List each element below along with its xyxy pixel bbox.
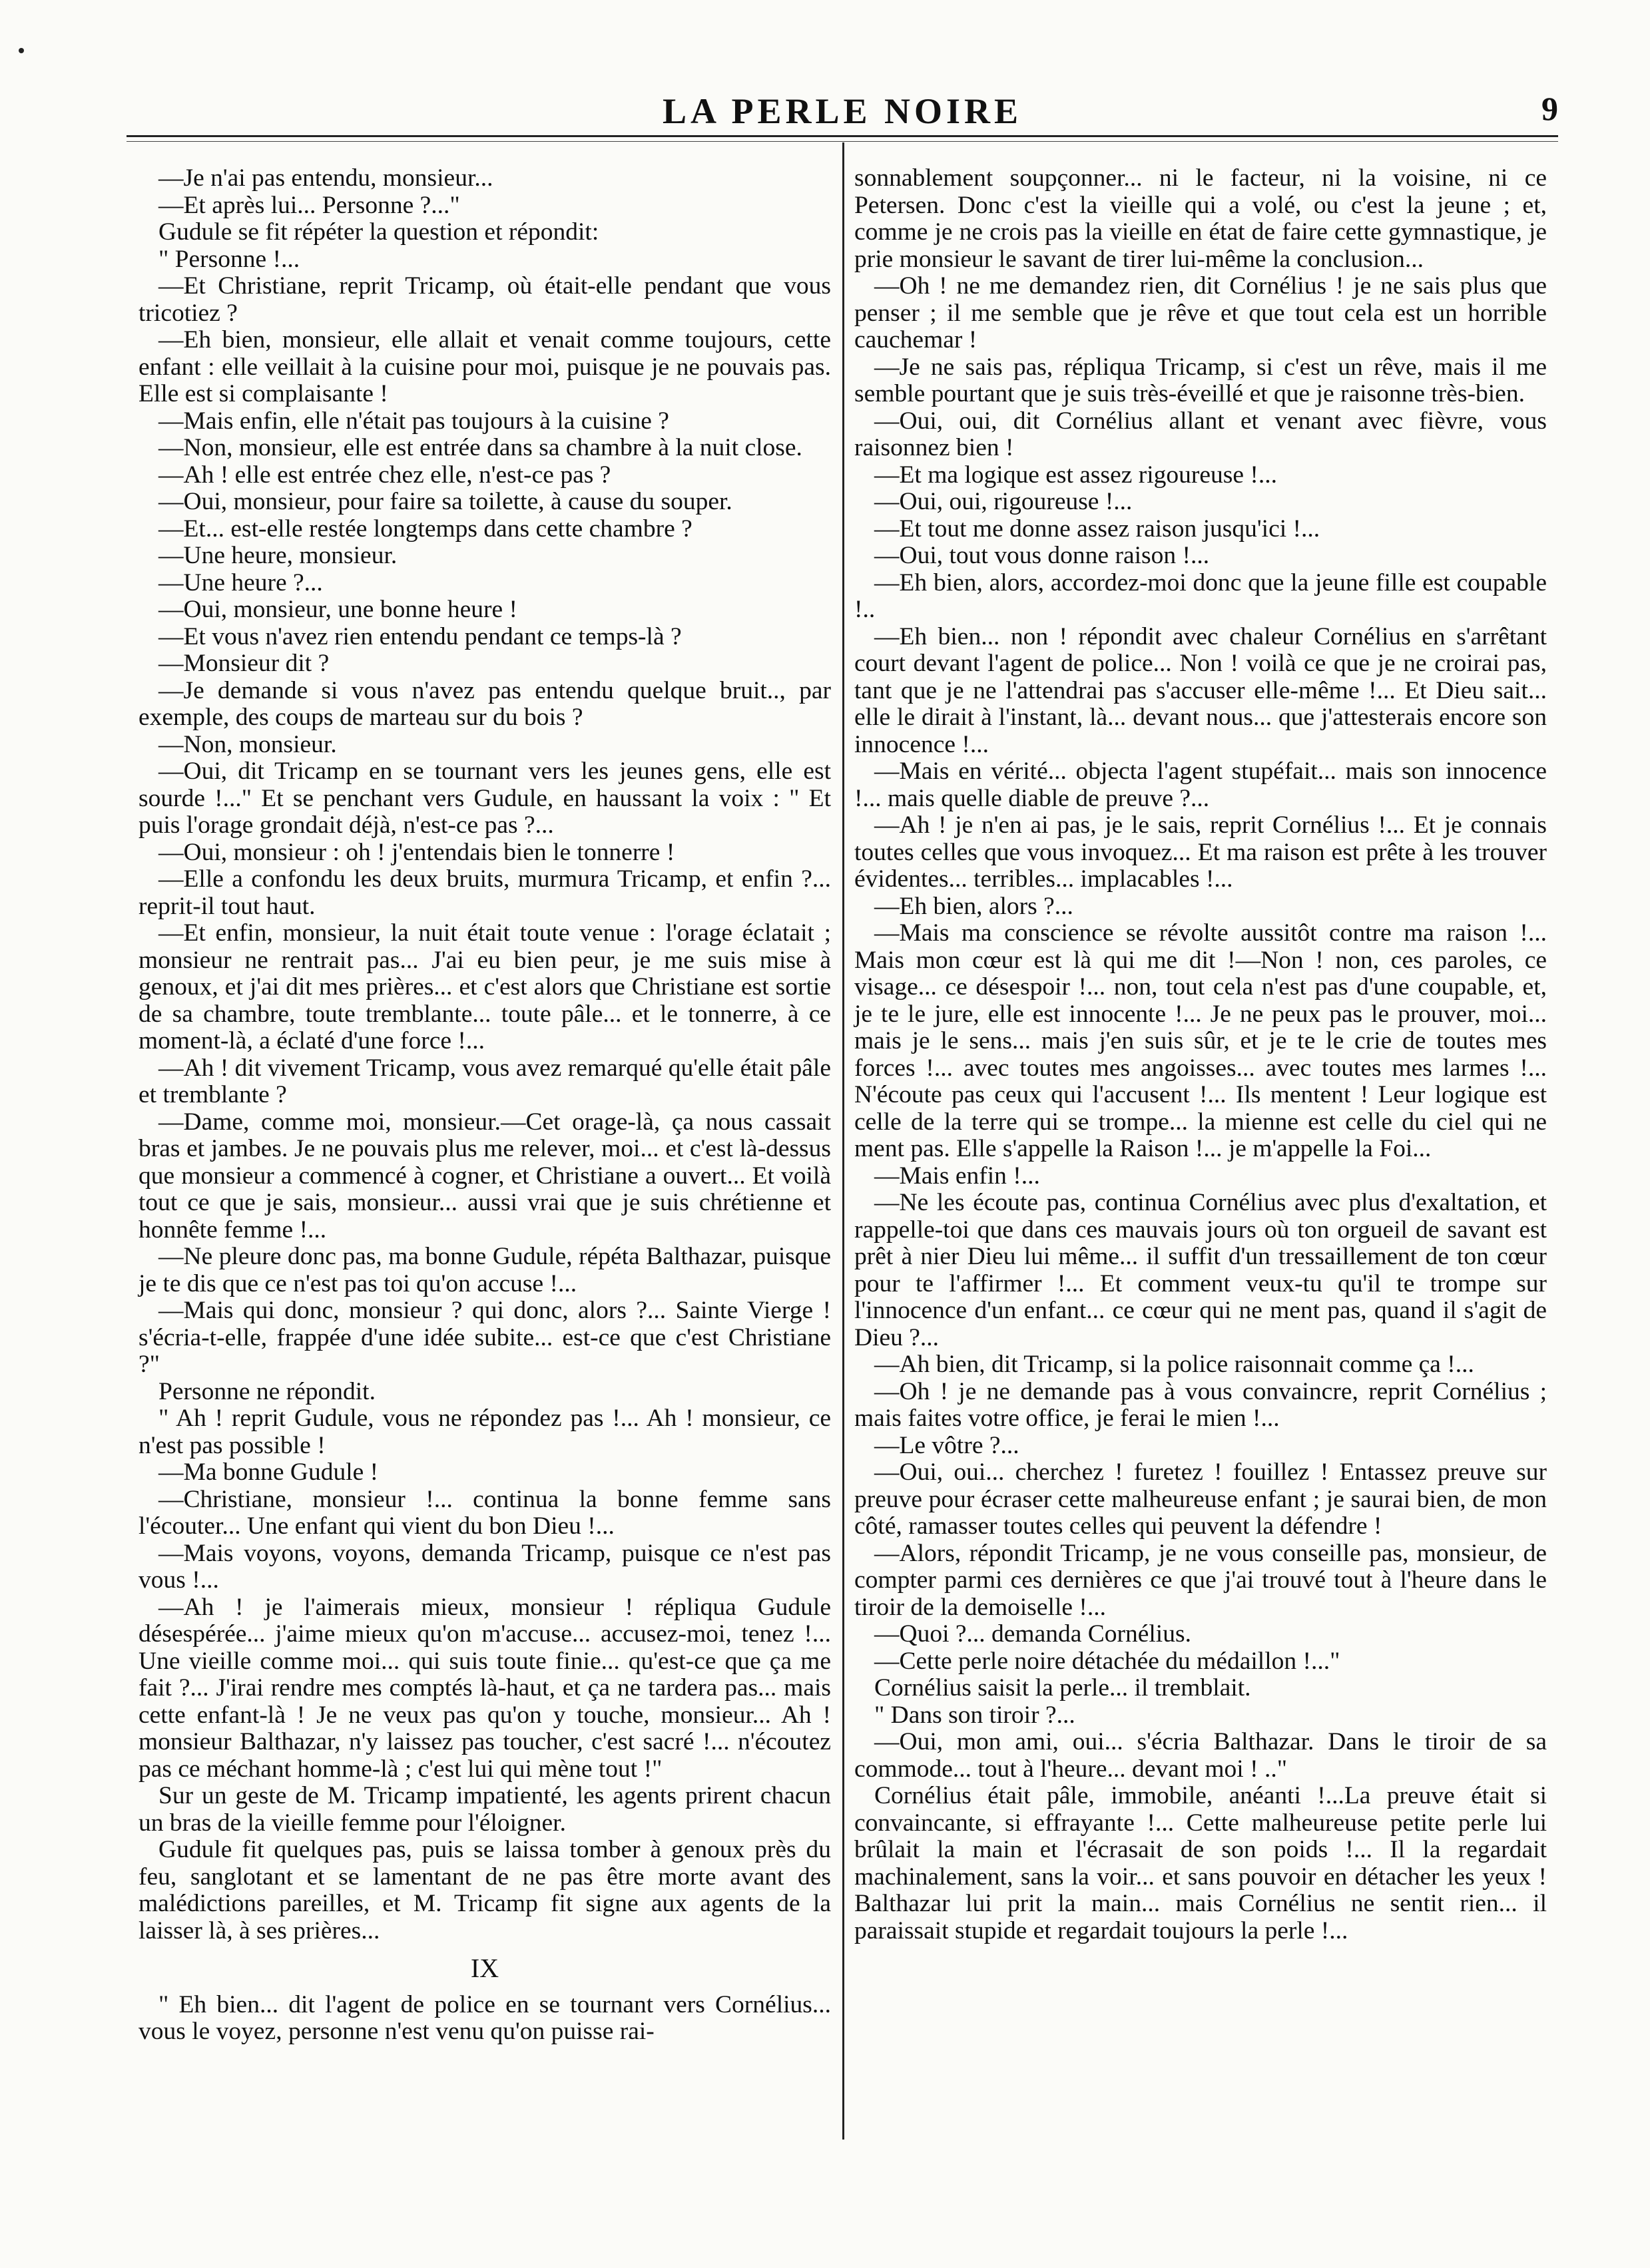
paragraph: Gudule fit quelques pas, puis se laissa tomber à genoux près du feu, sanglotant et se lamentant de ne pas être morte avant des malédictions pareilles, et M. Tricamp fit signe aux agents de la laisser là, à ses prières... (138, 1836, 831, 1944)
paragraph: —Une heure, monsieur. (158, 542, 398, 569)
paragraph: —Oui, monsieur : oh ! j'entendais bien le tonnerre ! (158, 838, 675, 866)
paragraph: —Oui, mon ami, oui... s'écria Balthazar. Dans le tiroir de sa commode... tout à l'heure... devant moi ! .." (854, 1728, 1547, 1783)
paragraph: —Oui, monsieur, pour faire sa toilette, à cause du souper. (158, 488, 732, 515)
running-title: LA PERLE NOIRE (662, 91, 1023, 131)
paragraph: —Ah ! je l'aimerais mieux, monsieur ! répliqua Gudule désespérée... j'aime mieux qu'on m'accuse... accusez-moi, tenez !... Une vieille comme moi... qui suis toute finie... qu'est-ce que ça me fait ?... J'irai rendre mes comptés là-haut, et ça ne tardera pas... mais cette enfant-là ! Je ne veux pas qu'on y touche, monsieur... Ah ! monsieur Balthazar, n'y laissez pas toucher, c'est sacré !... n'écoutez pas ce méchant homme-là ; c'est lui qui mène tout !" (138, 1593, 831, 1783)
paragraph: —Dame, comme moi, monsieur.—Cet orage-là, ça nous cassait bras et jambes. Je ne pouvais plus me relever, moi... et c'est là-dessus que monsieur a commencé à cogner, et Christiane a ouvert... Et voilà tout ce que je sais, monsieur... aussi vrai que je suis chrétienne et honnête femme !... (138, 1108, 831, 1244)
paragraph: —Ah bien, dit Tricamp, si la police raisonnait comme ça !... (874, 1351, 1474, 1378)
paragraph: Cornélius saisit la perle... il tremblait. (874, 1674, 1251, 1701)
paragraph: —Je demande si vous n'avez pas entendu quelque bruit.., par exemple, des coups de marteau sur du bois ? (138, 676, 831, 731)
paragraph: —Eh bien... non ! répondit avec chaleur Cornélius en s'arrêtant court devant l'agent de police... Non ! voilà ce que je ne croirai pas, tant que je ne l'attendrai pas s'accuser elle-même !... Et Dieu sait... elle le dirait à l'instant, là... devant nous... que j'attesterais encore son innocence !... (854, 622, 1547, 758)
paragraph: Sur un geste de M. Tricamp impatienté, les agents prirent chacun un bras de la vieille femme pour l'éloigner. (138, 1782, 831, 1837)
paragraph: —Oh ! je ne demande pas à vous convaincre, reprit Cornélius ; mais faites votre office, je ferai le mien !... (854, 1377, 1547, 1432)
paragraph: —Et après lui... Personne ?..." (158, 191, 460, 219)
header-rule (127, 135, 1558, 137)
print-speck (19, 48, 24, 53)
left-column (138, 165, 831, 2046)
paragraph: —Non, monsieur, elle est entrée dans sa chambre à la nuit close. (158, 434, 802, 461)
paragraph: —Ma bonne Gudule ! (158, 1459, 379, 1486)
paragraph: —Mais en vérité... objecta l'agent stupéfait... mais son innocence !... mais quelle diable de preuve ?... (854, 758, 1547, 812)
paragraph: —Cette perle noire détachée du médaillon !..." (874, 1647, 1340, 1675)
paragraph: —Elle a confondu les deux bruits, murmura Tricamp, et enfin ?... reprit-il tout haut. (138, 865, 831, 920)
paragraph: —Ah ! elle est entrée chez elle, n'est-ce pas ? (158, 461, 611, 489)
paragraph: —Mais ma conscience se révolte aussitôt contre ma raison !... Mais mon cœur est là qui me dit !—Non ! non, ces paroles, ce visage... ce désespoir !... non, tout cela n'est pas d'une coupable, et, je te le jure, elle est innocente !... Je ne peux pas le prouver, moi... mais je le sens... mais j'en suis sûr, et je te le crie de toutes mes forces !... avec toutes mes angoisses... avec toutes mes larmes !... N'écoute pas ceux qui l'accusent !... Ils mentent ! Leur logique est celle de la terre qui se trompe... la mienne est celle du ciel qui ne ment pas. Elle s'appelle la Raison !... je m'appelle la Foi... (854, 919, 1547, 1162)
paragraph: —Et enfin, monsieur, la nuit était toute venue : l'orage éclatait ; monsieur ne rentrait pas... J'ai eu bien peur, je me suis mise à genoux, et j'ai dit mes prières... et c'est alors que Christiane est sortie de sa chambre, toute tremblante... toute pâle... et le tonnerre, à ce moment-là, a éclaté d'une force !... (138, 919, 831, 1054)
paragraph: " Personne !... (158, 245, 300, 273)
paragraph: —Mais enfin !... (874, 1162, 1040, 1190)
page-header (127, 85, 1558, 132)
page-number: 9 (1541, 90, 1558, 127)
paragraph: —Mais enfin, elle n'était pas toujours à la cuisine ? (158, 407, 669, 435)
paragraph: —Alors, répondit Tricamp, je ne vous conseille pas, monsieur, de compter parmi ces dernières ce que j'ai trouvé tout à l'heure dans le tiroir de la demoiselle !... (854, 1539, 1547, 1621)
paragraph: —Ah ! dit vivement Tricamp, vous avez remarqué qu'elle était pâle et tremblante ? (138, 1054, 831, 1108)
paragraph: Gudule se fit répéter la question et répondit: (158, 218, 599, 246)
paragraph: —Oh ! ne me demandez rien, dit Cornélius ! je ne sais plus que penser ; il me semble que je rêve et que tout cela est un horrible cauchemar ! (854, 272, 1547, 353)
paragraph: Personne ne répondit. (158, 1377, 376, 1405)
paragraph: —Et... est-elle restée longtemps dans cette chambre ? (158, 515, 692, 543)
paragraph: —Eh bien, alors, accordez-moi donc que la jeune fille est coupable !.. (854, 568, 1547, 623)
paragraph: —Mais qui donc, monsieur ? qui donc, alors ?... Sainte Vierge ! s'écria-t-elle, frappée d'une idée subite... est-ce que c'est Christiane ?" (138, 1297, 831, 1378)
paragraph: —Oui, dit Tricamp en se tournant vers les jeunes gens, elle est sourde !..." Et se penchant vers Gudule, en haussant la voix : " Et puis l'orage grondait déjà, n'est-ce pas ?... (138, 758, 831, 839)
paragraph: —Ne pleure donc pas, ma bonne Gudule, répéta Balthazar, puisque je te dis que ce n'est pas toi qu'on accuse !... (138, 1243, 831, 1297)
section-heading: IX (470, 1953, 499, 1983)
header-rule-thin (127, 141, 1558, 142)
paragraph: —Oui, oui... cherchez ! furetez ! fouillez ! Entassez preuve sur preuve pour écraser cette malheureuse enfant ; je saurai bien, de mon côté, ramasser toutes celles qui peuvent la défendre ! (854, 1459, 1547, 1540)
paragraph: —Christiane, monsieur !... continua la bonne femme sans l'écouter... Une enfant qui vient du bon Dieu !... (138, 1485, 831, 1540)
paragraph: —Eh bien, monsieur, elle allait et venait comme toujours, cette enfant : elle veillait à la cuisine pour moi, puisque je ne pouvais pas. Elle est si complaisante ! (138, 326, 831, 407)
paragraph: —Monsieur dit ? (158, 650, 330, 677)
paragraph: —Oui, oui, rigoureuse !... (874, 488, 1133, 515)
paragraph: —Oui, oui, dit Cornélius allant et venant avec fièvre, vous raisonnez bien ! (854, 407, 1547, 461)
paragraph: —Le vôtre ?... (874, 1431, 1019, 1459)
paragraph: —Oui, monsieur, une bonne heure ! (158, 596, 517, 623)
paragraph: —Ne les écoute pas, continua Cornélius avec plus d'exaltation, et rappelle-toi que dans ces mauvais jours où ton orgueil de savant est prêt à nier Dieu lui même... il suffit d'un tressaillement de ton cœur pour te l'affirmer !... Et comment veux-tu qu'il te trompe sur l'innocence d'un enfant... ce cœur qui ne ment pas, quand il s'agit de Dieu ?... (854, 1189, 1547, 1351)
paragraph: —Et tout me donne assez raison jusqu'ici !... (874, 515, 1320, 543)
paragraph: —Quoi ?... demanda Cornélius. (874, 1620, 1191, 1648)
paragraph: —Et ma logique est assez rigoureuse !... (874, 461, 1278, 489)
paragraph: —Ah ! je n'en ai pas, je le sais, reprit Cornélius !... Et je connais toutes celles que vous invoquez... Et ma raison est prête à les trouver évidentes... terribles... implacables !... (854, 811, 1547, 893)
column-divider (842, 142, 844, 2140)
paragraph: —Oui, tout vous donne raison !... (874, 542, 1210, 569)
paragraph: —Non, monsieur. (158, 730, 337, 758)
right-column (854, 165, 1547, 1944)
paragraph: —Mais voyons, voyons, demanda Tricamp, puisque ce n'est pas vous !... (138, 1539, 831, 1594)
paragraph: —Et Christiane, reprit Tricamp, où était-elle pendant que vous tricotiez ? (138, 272, 831, 327)
paragraph: —Une heure ?... (158, 568, 323, 596)
paragraph: —Je ne sais pas, répliqua Tricamp, si c'est un rêve, mais il me semble pourtant que je suis très-éveillé et que je raisonne très-bien. (854, 353, 1547, 407)
paragraph: —Et vous n'avez rien entendu pendant ce temps-là ? (158, 622, 682, 650)
paragraph: —Eh bien, alors ?... (874, 892, 1073, 920)
paragraph: sonnablement soupçonner... ni le facteur, ni la voisine, ni ce Petersen. Donc c'est la vieille qui a volé, ou c'est la jeune ; et, comme je ne crois pas la vieille en état de faire cette gymnastique, je prie monsieur le savant de tirer lui-même la conclusion... (854, 164, 1547, 273)
paragraph: Cornélius était pâle, immobile, anéanti !...La preuve était si convaincante, si effrayante !... Cette malheureuse petite perle lui brûlait la main et l'écrasait de son poids !... Il la regardait machinalement, sans la voir... et sans pouvoir en détacher les yeux ! Balthazar lui prit la main... mais Cornélius ne sentit rien... il paraissait stupide et regardait toujours la perle !... (854, 1782, 1547, 1944)
paragraph: " Eh bien... dit l'agent de police en se tournant vers Cornélius... vous le voyez, personne n'est venu qu'on puisse rai- (138, 1990, 831, 2045)
paragraph: " Ah ! reprit Gudule, vous ne répondez pas !... Ah ! monsieur, ce n'est pas possible ! (138, 1405, 831, 1459)
paragraph: —Je n'ai pas entendu, monsieur... (158, 164, 493, 192)
paragraph: " Dans son tiroir ?... (874, 1701, 1075, 1729)
